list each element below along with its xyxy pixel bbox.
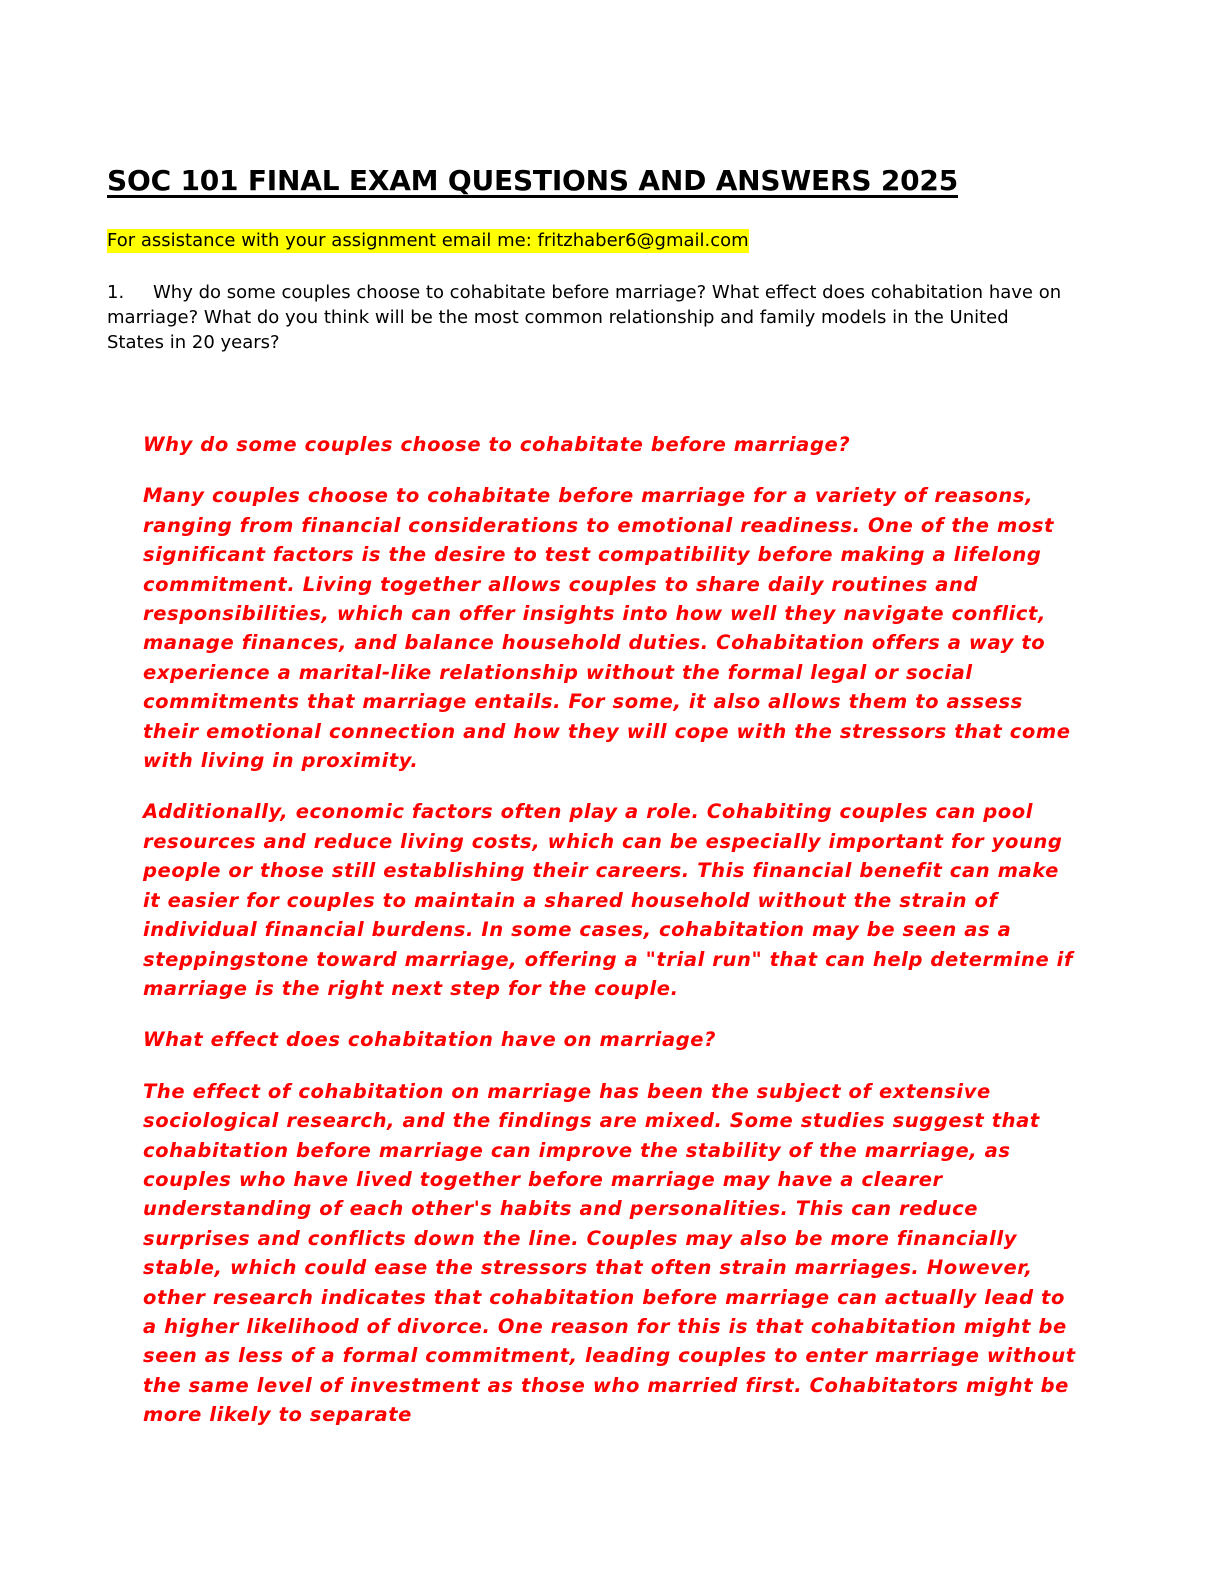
document-title: SOC 101 FINAL EXAM QUESTIONS AND ANSWERS 2025 [107,164,958,197]
answer-paragraph-2: Additionally, economic factors often play a role. Cohabiting couples can pool resources and reduce living costs, which can be especially important for young people or those still establishing their careers. This financial benefit can make it easier for couples to maintain a shared household without the strain of individual financial burdens. In some cases, cohabitation may be seen as a steppingstone toward marriage, offering a "trial run" that can help determine if marriage is the right next step for the couple. [143,800,1074,1000]
answer-block [143,430,1078,1452]
answer-paragraph-1: Many couples choose to cohabitate before marriage for a variety of reasons, ranging from financial considerations to emotional readiness. One of the most significant factors is the desire to test compatibility before making a lifelong commitment. Living together allows couples to share daily routines and responsibilities, which can offer insights into how well they navigate conflict, manage finances, and balance household duties. Cohabitation offers a way to experience a marital-like relationship without the formal legal or social commitments that marriage entails. For some, it also allows them to assess their emotional connection and how they will cope with the stressors that come with living in proximity. [143,484,1071,773]
question-number: 1. [107,282,125,303]
answer-paragraph-3: The effect of cohabitation on marriage has been the subject of extensive sociological research, and the findings are mixed. Some studies suggest that cohabitation before marriage can improve the stability of the marriage, as couples who have lived together before marriage may have a clearer understanding of each other's habits and personalities. This can reduce surprises and conflicts down the line. Couples may also be more financially stable, which could ease the stressors that often strain marriages. However, other research indicates that cohabitation before marriage can actually lead to a higher likelihood of divorce. One reason for this is that cohabitation might be seen as less of a formal commitment, leading couples to enter marriage without the same level of investment as those who married first. Cohabitators might be more likely to separate [143,1079,1076,1427]
assistance-highlight: For assistance with your assignment email me: fritzhaber6@gmail.com [107,230,749,251]
answer-heading-1: Why do some couples choose to cohabitate before marriage? [143,433,851,456]
answer-heading-2: What effect does cohabitation have on marriage? [143,1028,716,1052]
question-1 [107,280,1067,355]
assistance-note [107,228,749,254]
question-text: Why do some couples choose to cohabitate before marriage? What effect does cohabitation have on marriage? What do you think will be the most common relationship and family models in the United States in 20 years? [107,282,1062,353]
